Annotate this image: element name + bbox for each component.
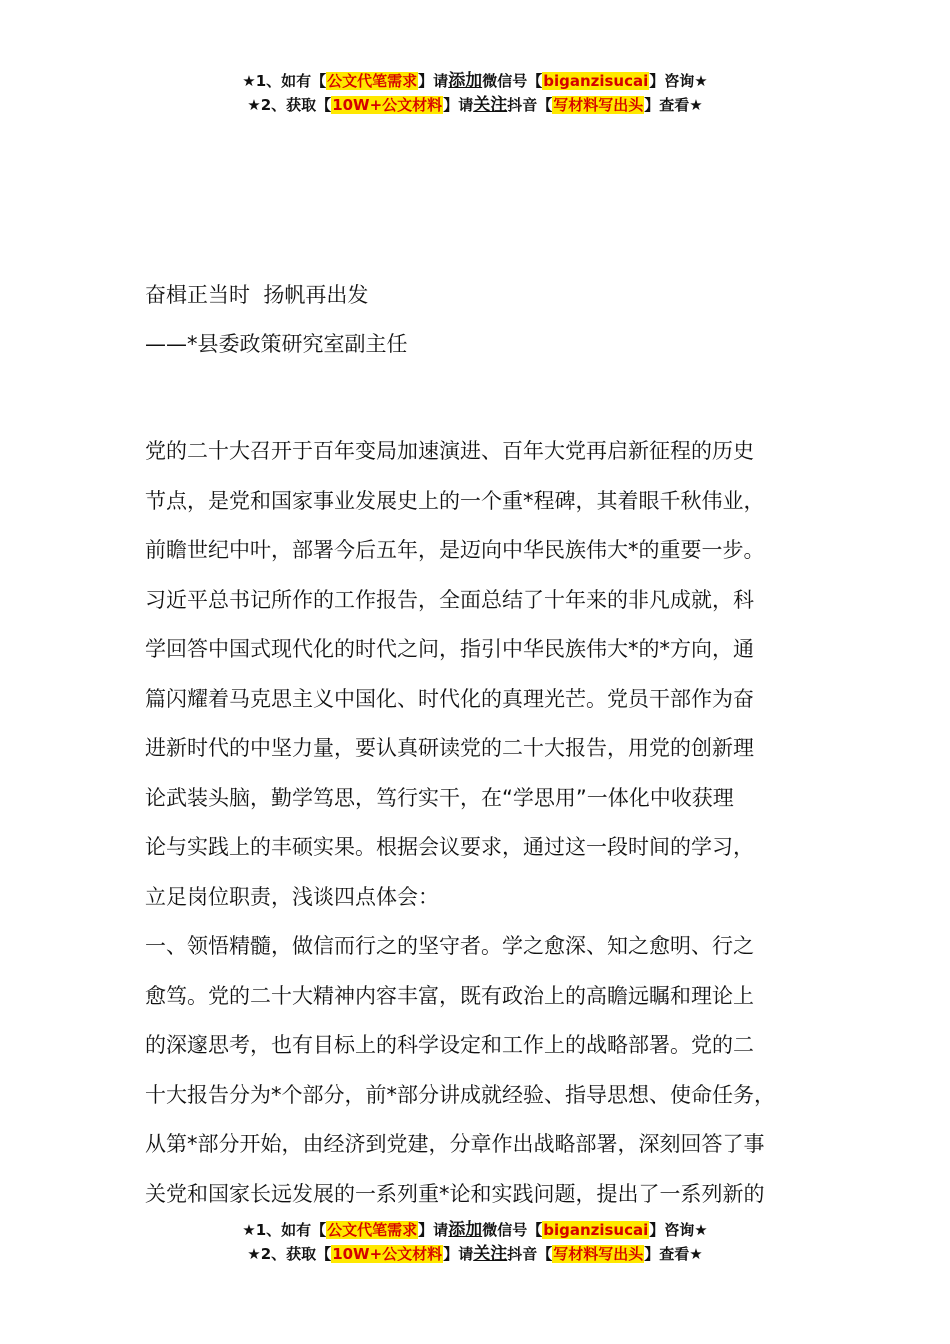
body-line: 篇闪耀着马克思主义中国化、时代化的真理光芒。党员干部作为奋: [145, 686, 754, 711]
body-line: 习近平总书记所作的工作报告，全面总结了十年来的非凡成就，科: [145, 587, 754, 612]
douyin-id-highlight: 写材料写出头: [553, 96, 644, 114]
body-line: 十大报告分为*个部分，前*部分讲成就经验、指导思想、使命任务，: [145, 1082, 775, 1107]
promo-text: 抖音【: [507, 96, 553, 114]
promo-text: 】查看★: [644, 1245, 703, 1263]
promo-text: ★1、如有【: [242, 1221, 327, 1239]
body-line: 党的二十大召开于百年变局加速演进、百年大党再启新征程的历史: [145, 439, 754, 463]
promo-line-1: [0, 1218, 950, 1242]
body-line: 进新时代的中坚力量，要认真研读党的二十大报告，用党的创新理: [145, 736, 754, 760]
promo-highlight: 公文代笔需求: [327, 72, 418, 90]
body-line: 的深邃思考，也有目标上的科学设定和工作上的战略部署。党的二: [145, 1033, 754, 1057]
promo-banner-bottom: [0, 1218, 950, 1266]
promo-text: 微信号【: [482, 72, 543, 90]
body-line: 立足岗位职责，浅谈四点体会：: [145, 884, 439, 909]
body-line: 学回答中国式现代化的时代之问，指引中华民族伟大*的*方向，通: [145, 637, 754, 661]
promo-text: 抖音【: [507, 1245, 553, 1263]
promo-text: 微信号【: [482, 1221, 543, 1239]
promo-banner-top: [0, 69, 950, 117]
document-body: [145, 427, 835, 1219]
body-line: 愈笃。党的二十大精神内容丰富，既有政治上的高瞻远瞩和理论上: [145, 983, 754, 1008]
promo-text: 】请: [443, 1245, 474, 1263]
promo-line-2: [0, 93, 950, 117]
body-line: 从第*部分开始，由经济到党建，分章作出战略部署，深刻回答了事: [145, 1132, 765, 1156]
body-line: 关党和国家长远发展的一系列重*论和实践问题，提出了一系列新的: [145, 1181, 765, 1206]
body-line: 一、领悟精髓，做信而行之的坚守者。学之愈深、知之愈明、行之: [145, 934, 754, 958]
wechat-id-highlight: biganzisucai: [543, 1221, 649, 1239]
promo-text: ★2、获取【: [247, 96, 332, 114]
promo-line-2: [0, 1242, 950, 1266]
promo-emphasis: 添加: [448, 1220, 483, 1240]
promo-text: 】咨询★: [649, 72, 708, 90]
wechat-id-highlight: biganzisucai: [543, 72, 649, 90]
promo-emphasis: 添加: [448, 71, 483, 91]
promo-text: 】咨询★: [649, 1221, 708, 1239]
promo-highlight: 10W+公文材料: [332, 1245, 443, 1263]
promo-text: ★1、如有【: [242, 72, 327, 90]
promo-text: 】请: [418, 72, 449, 90]
douyin-id-highlight: 写材料写出头: [553, 1245, 644, 1263]
promo-text: 】请: [443, 96, 474, 114]
promo-emphasis: 关注: [473, 95, 508, 115]
promo-highlight: 公文代笔需求: [327, 1221, 418, 1239]
body-line: 论与实践上的丰硕实果。根据会议要求，通过这一段时间的学习，: [145, 835, 754, 859]
body-line: 前瞻世纪中叶，部署今后五年，是迈向中华民族伟大*的重要一步。: [145, 538, 765, 562]
promo-text: ★2、获取【: [247, 1245, 332, 1263]
promo-text: 】查看★: [644, 96, 703, 114]
document-subtitle: ——*县委政策研究室副主任: [145, 332, 408, 356]
promo-text: 】请: [418, 1221, 449, 1239]
body-line: 论武装头脑，勤学笃思，笃行实干，在“学思用”一体化中收获理: [145, 785, 734, 810]
promo-emphasis: 关注: [473, 1244, 508, 1264]
body-line: 节点，是党和国家事业发展史上的一个重*程碑，其着眼千秋伟业，: [145, 488, 765, 513]
document-title: 奋楫正当时 扬帆再出发: [145, 283, 369, 307]
promo-highlight: 10W+公文材料: [332, 96, 443, 114]
promo-line-1: [0, 69, 950, 93]
